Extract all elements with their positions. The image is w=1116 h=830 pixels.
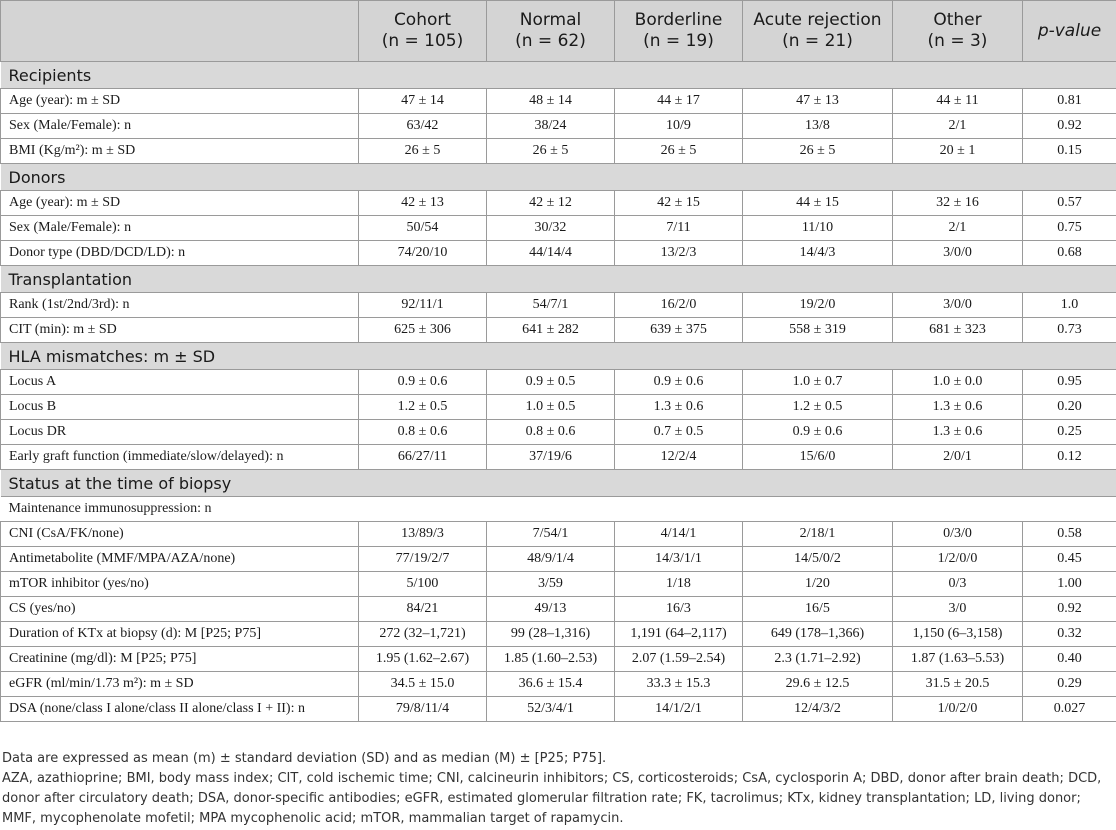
cell-normal: 26 ± 5 — [487, 139, 615, 164]
section-status-at-biopsy — [1, 470, 1116, 497]
cell-normal: 52/3/4/1 — [487, 697, 615, 722]
table-row-t-rank — [1, 293, 1116, 318]
cell-label: CNI (CsA/FK/none) — [1, 522, 359, 547]
cell-acute-rejection: 14/4/3 — [743, 241, 893, 266]
cell-p-value: 0.20 — [1023, 395, 1116, 420]
cell-cohort: 272 (32–1,721) — [359, 622, 487, 647]
cell-borderline: 0.7 ± 0.5 — [615, 420, 743, 445]
cell-borderline: 4/14/1 — [615, 522, 743, 547]
cell-other: 2/1 — [893, 114, 1023, 139]
table-row-s-dsa — [1, 697, 1116, 722]
cell-label: CS (yes/no) — [1, 597, 359, 622]
cell-p-value: 0.25 — [1023, 420, 1116, 445]
cell-p-value: 0.58 — [1023, 522, 1116, 547]
table-row-s-egfr — [1, 672, 1116, 697]
cell-borderline: 10/9 — [615, 114, 743, 139]
cell-normal: 99 (28–1,316) — [487, 622, 615, 647]
cell-other: 0/3/0 — [893, 522, 1023, 547]
cell-label: Sex (Male/Female): n — [1, 114, 359, 139]
cell-borderline: 16/2/0 — [615, 293, 743, 318]
cell-p-value: 0.40 — [1023, 647, 1116, 672]
cell-acute-rejection: 14/5/0/2 — [743, 547, 893, 572]
cell-acute-rejection: 13/8 — [743, 114, 893, 139]
cell-cohort: 77/19/2/7 — [359, 547, 487, 572]
cell-normal: 1.0 ± 0.5 — [487, 395, 615, 420]
cell-borderline: 1,191 (64–2,117) — [615, 622, 743, 647]
cell-acute-rejection: 19/2/0 — [743, 293, 893, 318]
cell-acute-rejection: 44 ± 15 — [743, 191, 893, 216]
cell-borderline: 16/3 — [615, 597, 743, 622]
cell-borderline: 2.07 (1.59–2.54) — [615, 647, 743, 672]
cell-cohort: 0.9 ± 0.6 — [359, 370, 487, 395]
table-row-r-age — [1, 89, 1116, 114]
table-row-d-type — [1, 241, 1116, 266]
header-other: Other (n = 3) — [893, 1, 1023, 62]
table-row-h-dr — [1, 420, 1116, 445]
cell-label: Creatinine (mg/dl): M [P25; P75] — [1, 647, 359, 672]
table-row-t-cit — [1, 318, 1116, 343]
table-row-r-sex — [1, 114, 1116, 139]
cell-label: Early graft function (immediate/slow/delayed): n — [1, 445, 359, 470]
cell-other: 1.87 (1.63–5.53) — [893, 647, 1023, 672]
table-row-s-cni — [1, 522, 1116, 547]
cell-label: Duration of KTx at biopsy (d): M [P25; P75] — [1, 622, 359, 647]
table-row-s-dur — [1, 622, 1116, 647]
cell-borderline: 44 ± 17 — [615, 89, 743, 114]
cell-label: Age (year): m ± SD — [1, 191, 359, 216]
cell-other: 1.0 ± 0.0 — [893, 370, 1023, 395]
header-normal: Normal (n = 62) — [487, 1, 615, 62]
cell-other: 0/3 — [893, 572, 1023, 597]
cell-acute-rejection: 15/6/0 — [743, 445, 893, 470]
cell-p-value: 0.95 — [1023, 370, 1116, 395]
cell-cohort: 42 ± 13 — [359, 191, 487, 216]
footnote-abbreviations: AZA, azathioprine; BMI, body mass index; CIT, cold ischemic time; CNI, calcineurin inhibitors; CS, corticosteroids; CsA, cyclosporin A; DBD, donor after brain death; DCD, donor after circulatory death; DSA, donor-specific antibodies; eGFR, estimated glomerular filtration rate; FK, tacrolimus; KTx, kidney transplantation; LD, living donor; MMF, mycophenolate mofetil; MPA mycophenolic acid; mTOR, mammalian target of rapamycin. — [2, 771, 1102, 826]
section-recipients-text: Recipients — [1, 62, 1116, 89]
cell-cohort: 84/21 — [359, 597, 487, 622]
cell-borderline: 42 ± 15 — [615, 191, 743, 216]
cell-other: 3/0/0 — [893, 293, 1023, 318]
cell-label: Locus DR — [1, 420, 359, 445]
cell-cohort: 66/27/11 — [359, 445, 487, 470]
cell-normal: 30/32 — [487, 216, 615, 241]
cell-p-value: 0.73 — [1023, 318, 1116, 343]
cell-acute-rejection: 11/10 — [743, 216, 893, 241]
cell-cohort: 50/54 — [359, 216, 487, 241]
cell-acute-rejection: 47 ± 13 — [743, 89, 893, 114]
cell-normal: 48 ± 14 — [487, 89, 615, 114]
cell-cohort: 1.2 ± 0.5 — [359, 395, 487, 420]
cell-normal: 49/13 — [487, 597, 615, 622]
cell-borderline: 14/1/2/1 — [615, 697, 743, 722]
cell-borderline: 0.9 ± 0.6 — [615, 370, 743, 395]
cell-p-value: 0.027 — [1023, 697, 1116, 722]
cell-normal: 1.85 (1.60–2.53) — [487, 647, 615, 672]
cell-cohort: 47 ± 14 — [359, 89, 487, 114]
cell-acute-rejection: 26 ± 5 — [743, 139, 893, 164]
cell-label: Locus A — [1, 370, 359, 395]
cell-cohort: 13/89/3 — [359, 522, 487, 547]
cell-cohort: 79/8/11/4 — [359, 697, 487, 722]
cell-label: Locus B — [1, 395, 359, 420]
cell-p-value: 1.00 — [1023, 572, 1116, 597]
section-status-at-biopsy-text: Status at the time of biopsy — [1, 470, 1116, 497]
header-acute-rejection: Acute rejection (n = 21) — [743, 1, 893, 62]
section-hla-mismatches-text: HLA mismatches: m ± SD — [1, 343, 1116, 370]
cell-cohort: 0.8 ± 0.6 — [359, 420, 487, 445]
cell-normal: 641 ± 282 — [487, 318, 615, 343]
cell-borderline: 1/18 — [615, 572, 743, 597]
cell-cohort: 74/20/10 — [359, 241, 487, 266]
cell-p-value: 0.32 — [1023, 622, 1116, 647]
cell-label: Age (year): m ± SD — [1, 89, 359, 114]
cell-borderline: 13/2/3 — [615, 241, 743, 266]
cell-label: Donor type (DBD/DCD/LD): n — [1, 241, 359, 266]
table-row-d-age — [1, 191, 1116, 216]
cell-normal: 37/19/6 — [487, 445, 615, 470]
cell-p-value: 0.75 — [1023, 216, 1116, 241]
table-row-d-sex — [1, 216, 1116, 241]
cell-p-value: 0.15 — [1023, 139, 1116, 164]
header-row — [1, 1, 1116, 62]
table-row-s-cs — [1, 597, 1116, 622]
table-row-r-bmi — [1, 139, 1116, 164]
cell-other: 1/2/0/0 — [893, 547, 1023, 572]
cell-other: 2/0/1 — [893, 445, 1023, 470]
cell-other: 32 ± 16 — [893, 191, 1023, 216]
cell-cohort: 63/42 — [359, 114, 487, 139]
cell-other: 1/0/2/0 — [893, 697, 1023, 722]
cell-p-value: 0.12 — [1023, 445, 1116, 470]
cell-acute-rejection: 1.0 ± 0.7 — [743, 370, 893, 395]
cell-other: 3/0 — [893, 597, 1023, 622]
cell-label: mTOR inhibitor (yes/no) — [1, 572, 359, 597]
cell-borderline: 26 ± 5 — [615, 139, 743, 164]
cell-other: 1,150 (6–3,158) — [893, 622, 1023, 647]
cell-normal: 44/14/4 — [487, 241, 615, 266]
cell-p-value: 0.92 — [1023, 114, 1116, 139]
cell-normal: 7/54/1 — [487, 522, 615, 547]
cell-normal: 54/7/1 — [487, 293, 615, 318]
table-row-s-mtor — [1, 572, 1116, 597]
cell-acute-rejection: 12/4/3/2 — [743, 697, 893, 722]
cell-cohort: 5/100 — [359, 572, 487, 597]
cell-acute-rejection: 2/18/1 — [743, 522, 893, 547]
cell-other: 1.3 ± 0.6 — [893, 395, 1023, 420]
cell-acute-rejection: 1.2 ± 0.5 — [743, 395, 893, 420]
cell-normal: 0.8 ± 0.6 — [487, 420, 615, 445]
cell-p-value: 0.29 — [1023, 672, 1116, 697]
cell-cohort: 34.5 ± 15.0 — [359, 672, 487, 697]
cell-cohort: 26 ± 5 — [359, 139, 487, 164]
cell-borderline: 14/3/1/1 — [615, 547, 743, 572]
cell-normal: 3/59 — [487, 572, 615, 597]
section-donors-text: Donors — [1, 164, 1116, 191]
table-row-h-egf — [1, 445, 1116, 470]
cell-other: 3/0/0 — [893, 241, 1023, 266]
footnote-data-expression: Data are expressed as mean (m) ± standard deviation (SD) and as median (M) ± [P25; P75]. — [2, 751, 607, 766]
cell-label: Rank (1st/2nd/3rd): n — [1, 293, 359, 318]
cell-normal: 42 ± 12 — [487, 191, 615, 216]
cell-label: Sex (Male/Female): n — [1, 216, 359, 241]
cell-acute-rejection: 2.3 (1.71–2.92) — [743, 647, 893, 672]
section-transplantation-text: Transplantation — [1, 266, 1116, 293]
cell-other: 1.3 ± 0.6 — [893, 420, 1023, 445]
cell-borderline: 7/11 — [615, 216, 743, 241]
cell-other: 681 ± 323 — [893, 318, 1023, 343]
cell-label: DSA (none/class I alone/class II alone/class I + II): n — [1, 697, 359, 722]
table-row-s-anti — [1, 547, 1116, 572]
table-row-h-b — [1, 395, 1116, 420]
section-donors — [1, 164, 1116, 191]
table-footnotes — [2, 749, 1114, 829]
maintenance-immunosuppression-label — [1, 497, 1116, 522]
cell-p-value: 0.45 — [1023, 547, 1116, 572]
cell-acute-rejection: 1/20 — [743, 572, 893, 597]
cell-acute-rejection: 29.6 ± 12.5 — [743, 672, 893, 697]
cell-p-value: 0.81 — [1023, 89, 1116, 114]
cell-cohort: 92/11/1 — [359, 293, 487, 318]
cell-p-value: 0.57 — [1023, 191, 1116, 216]
maintenance-immunosuppression-label-text: Maintenance immunosuppression: n — [1, 497, 1116, 522]
cell-other: 2/1 — [893, 216, 1023, 241]
header-label — [1, 1, 359, 62]
cell-label: BMI (Kg/m²): m ± SD — [1, 139, 359, 164]
cell-other: 20 ± 1 — [893, 139, 1023, 164]
header-p-value: p-value — [1023, 1, 1116, 62]
cell-acute-rejection: 0.9 ± 0.6 — [743, 420, 893, 445]
cell-borderline: 33.3 ± 15.3 — [615, 672, 743, 697]
cell-normal: 48/9/1/4 — [487, 547, 615, 572]
cell-label: eGFR (ml/min/1.73 m²): m ± SD — [1, 672, 359, 697]
table-row-h-a — [1, 370, 1116, 395]
cell-acute-rejection: 16/5 — [743, 597, 893, 622]
section-transplantation — [1, 266, 1116, 293]
cell-borderline: 12/2/4 — [615, 445, 743, 470]
cell-other: 44 ± 11 — [893, 89, 1023, 114]
cell-normal: 0.9 ± 0.5 — [487, 370, 615, 395]
cell-normal: 36.6 ± 15.4 — [487, 672, 615, 697]
cell-label: CIT (min): m ± SD — [1, 318, 359, 343]
header-borderline: Borderline (n = 19) — [615, 1, 743, 62]
table-row-s-crea — [1, 647, 1116, 672]
section-recipients — [1, 62, 1116, 89]
header-cohort: Cohort (n = 105) — [359, 1, 487, 62]
cell-normal: 38/24 — [487, 114, 615, 139]
cell-acute-rejection: 558 ± 319 — [743, 318, 893, 343]
cell-cohort: 625 ± 306 — [359, 318, 487, 343]
section-hla-mismatches — [1, 343, 1116, 370]
cell-borderline: 1.3 ± 0.6 — [615, 395, 743, 420]
cell-label: Antimetabolite (MMF/MPA/AZA/none) — [1, 547, 359, 572]
cell-borderline: 639 ± 375 — [615, 318, 743, 343]
cell-acute-rejection: 649 (178–1,366) — [743, 622, 893, 647]
cell-p-value: 0.92 — [1023, 597, 1116, 622]
cell-p-value: 0.68 — [1023, 241, 1116, 266]
cell-cohort: 1.95 (1.62–2.67) — [359, 647, 487, 672]
cell-p-value: 1.0 — [1023, 293, 1116, 318]
cell-other: 31.5 ± 20.5 — [893, 672, 1023, 697]
